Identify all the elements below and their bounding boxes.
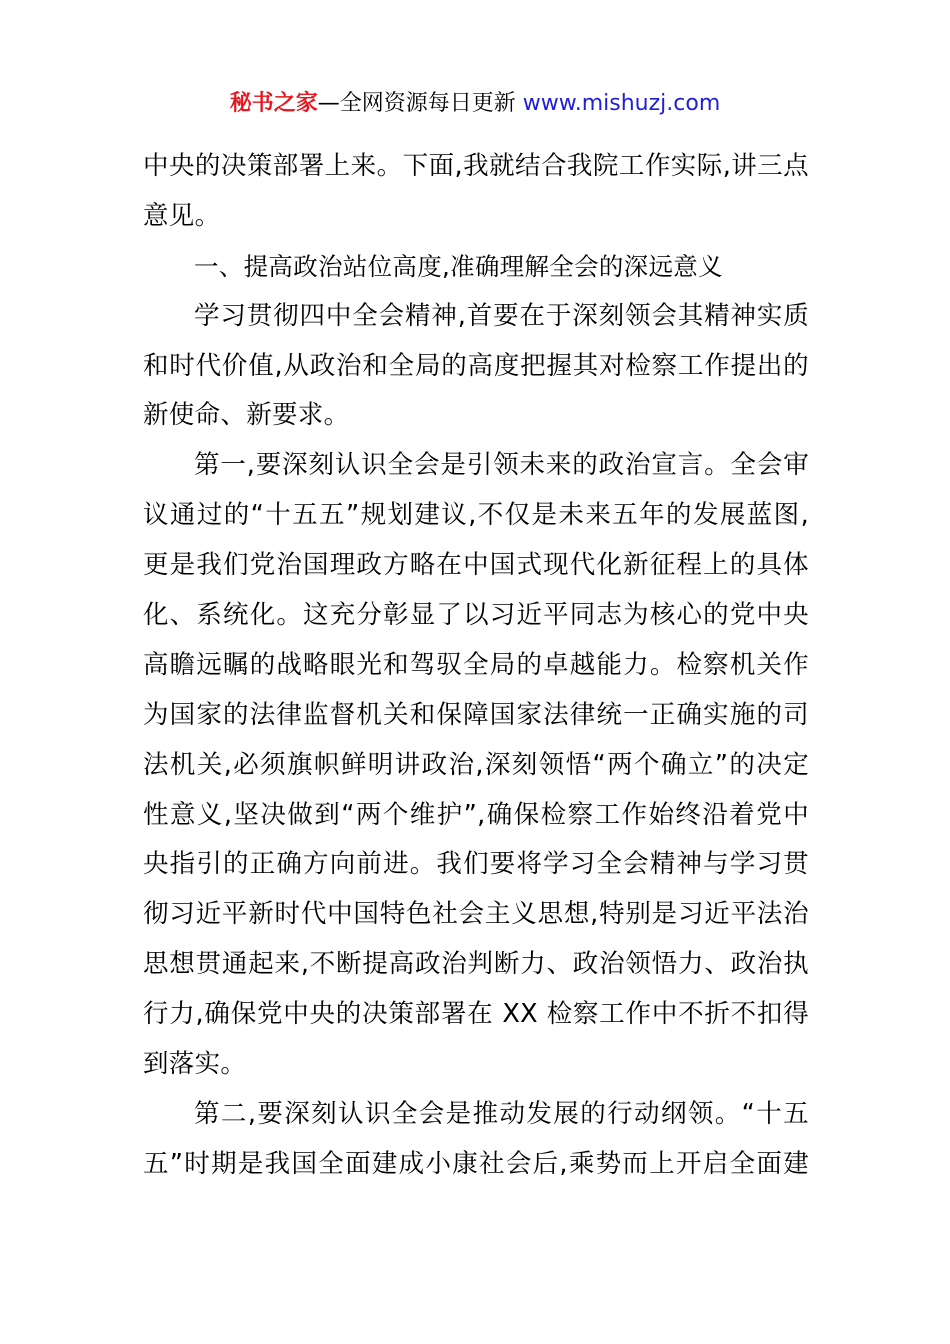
text-line: 彻习近平新时代中国特色社会主义思想,特别是习近平法治 <box>143 899 809 930</box>
text-line: 学习贯彻四中全会精神,首要在于深刻领会其精神实质 <box>194 300 809 331</box>
text-line: 和时代价值,从政治和全局的高度把握其对检察工作提出的 <box>143 350 809 381</box>
text-line: 第二,要深刻认识全会是推动发展的行动纲领。“十五 <box>194 1098 809 1129</box>
text-line: 央指引的正确方向前进。我们要将学习全会精神与学习贯 <box>143 849 809 880</box>
text-line: 化、系统化。这充分彰显了以习近平同志为核心的党中央 <box>143 600 809 631</box>
text-line: 议通过的“十五五”规划建议,不仅是未来五年的发展蓝图, <box>143 500 809 531</box>
site-header <box>0 86 950 122</box>
site-brand[interactable]: 秘书之家 <box>229 91 318 116</box>
document-body <box>143 142 809 1190</box>
section-heading: 一、提高政治站位高度,准确理解全会的深远意义 <box>194 251 723 281</box>
text-line: 更是我们党治国理政方略在中国式现代化新征程上的具体 <box>143 550 809 581</box>
text-line: 意见。 <box>143 200 221 231</box>
text-line: 性意义,坚决做到“两个维护”,确保检察工作始终沿着党中 <box>143 799 809 830</box>
site-tagline: —全网资源每日更新 <box>317 91 516 116</box>
text-line: 五”时期是我国全面建成小康社会后,乘势而上开启全面建 <box>143 1148 809 1179</box>
text-line: 到落实。 <box>143 1049 247 1080</box>
text-line: 中央的决策部署上来。下面,我就结合我院工作实际,讲三点 <box>143 151 809 181</box>
text-line: 第一,要深刻认识全会是引领未来的政治宣言。全会审 <box>194 450 809 481</box>
text-line: 思想贯通起来,不断提高政治判断力、政治领悟力、政治执 <box>143 949 809 980</box>
text-line: 法机关,必须旗帜鲜明讲政治,深刻领悟“两个确立”的决定 <box>143 749 809 780</box>
site-url-link[interactable]: www.mishuzj.com <box>522 91 721 116</box>
text-line: 新使命、新要求。 <box>143 400 350 431</box>
text-line: 高瞻远瞩的战略眼光和驾驭全局的卓越能力。检察机关作 <box>143 649 809 680</box>
text-line: 为国家的法律监督机关和保障国家法律统一正确实施的司 <box>143 699 809 730</box>
text-line: 行力,确保党中央的决策部署在 XX 检察工作中不折不扣得 <box>143 999 809 1030</box>
